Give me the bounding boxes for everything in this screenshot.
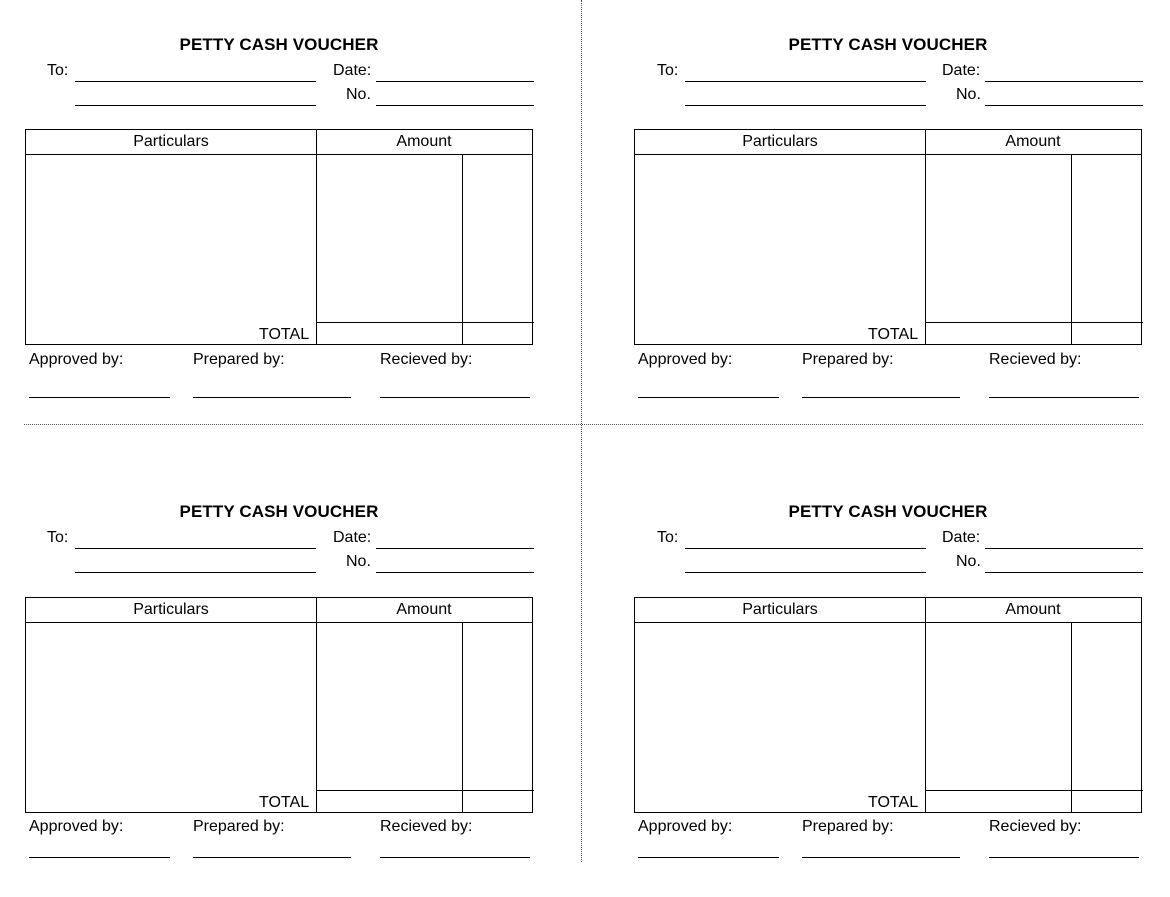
particulars-header: Particulars xyxy=(133,601,209,618)
received-by-label: Recieved by: xyxy=(989,818,1082,835)
particulars-table xyxy=(634,129,1142,345)
received-signature-line[interactable] xyxy=(380,397,530,398)
voucher-top-right xyxy=(634,0,1154,430)
table-column-divider xyxy=(316,598,317,812)
amount-header: Amount xyxy=(1005,133,1061,150)
table-header-divider xyxy=(635,154,1141,155)
amount-cents-divider xyxy=(462,622,463,812)
no-field-line[interactable] xyxy=(985,105,1143,106)
no-label: No. xyxy=(956,86,981,103)
no-label: No. xyxy=(956,553,981,570)
voucher-top-left xyxy=(25,0,545,430)
total-label: TOTAL xyxy=(259,326,310,343)
amount-cents-divider xyxy=(462,154,463,344)
to-field-line[interactable] xyxy=(75,548,316,549)
particulars-table xyxy=(634,597,1142,813)
date-label: Date: xyxy=(333,529,372,546)
prepared-by-label: Prepared by: xyxy=(802,818,894,835)
no-field-line[interactable] xyxy=(985,572,1143,573)
amount-cents-divider xyxy=(1071,622,1072,812)
approved-signature-line[interactable] xyxy=(29,857,170,858)
date-label: Date: xyxy=(942,62,981,79)
received-signature-line[interactable] xyxy=(989,397,1139,398)
total-row-divider xyxy=(316,790,534,791)
voucher-title: PETTY CASH VOUCHER xyxy=(788,35,988,54)
total-row-divider xyxy=(925,790,1143,791)
total-row-divider xyxy=(316,322,534,323)
particulars-table xyxy=(25,597,533,813)
voucher-title: PETTY CASH VOUCHER xyxy=(788,502,988,521)
amount-header: Amount xyxy=(1005,601,1061,618)
total-label: TOTAL xyxy=(868,794,919,811)
particulars-table xyxy=(25,129,533,345)
amount-header: Amount xyxy=(396,601,452,618)
to-label: To: xyxy=(657,62,679,79)
to-field-line-2[interactable] xyxy=(75,572,316,573)
table-header-divider xyxy=(635,622,1141,623)
particulars-header: Particulars xyxy=(742,133,818,150)
received-by-label: Recieved by: xyxy=(380,351,473,368)
received-signature-line[interactable] xyxy=(380,857,530,858)
to-field-line-2[interactable] xyxy=(75,105,316,106)
prepared-signature-line[interactable] xyxy=(193,397,351,398)
no-field-line[interactable] xyxy=(376,105,534,106)
date-field-line[interactable] xyxy=(376,548,534,549)
table-column-divider xyxy=(925,598,926,812)
to-field-line[interactable] xyxy=(685,81,926,82)
prepared-by-label: Prepared by: xyxy=(802,351,894,368)
date-field-line[interactable] xyxy=(985,81,1143,82)
particulars-header: Particulars xyxy=(742,601,818,618)
no-label: No. xyxy=(346,553,371,570)
table-column-divider xyxy=(925,130,926,344)
voucher-bottom-right xyxy=(634,467,1154,897)
approved-by-label: Approved by: xyxy=(638,351,733,368)
total-row-divider xyxy=(925,322,1143,323)
date-field-line[interactable] xyxy=(985,548,1143,549)
to-label: To: xyxy=(657,529,679,546)
prepared-by-label: Prepared by: xyxy=(193,818,285,835)
approved-by-label: Approved by: xyxy=(638,818,733,835)
approved-signature-line[interactable] xyxy=(638,857,779,858)
total-label: TOTAL xyxy=(868,326,919,343)
to-field-line-2[interactable] xyxy=(685,105,926,106)
date-label: Date: xyxy=(333,62,372,79)
voucher-title: PETTY CASH VOUCHER xyxy=(179,502,379,521)
total-label: TOTAL xyxy=(259,794,310,811)
cut-line-vertical xyxy=(581,0,582,862)
table-header-divider xyxy=(26,154,532,155)
to-field-line[interactable] xyxy=(685,548,926,549)
to-label: To: xyxy=(47,62,69,79)
prepared-signature-line[interactable] xyxy=(802,857,960,858)
date-label: Date: xyxy=(942,529,981,546)
particulars-header: Particulars xyxy=(133,133,209,150)
table-column-divider xyxy=(316,130,317,344)
approved-by-label: Approved by: xyxy=(29,351,124,368)
voucher-bottom-left xyxy=(25,467,545,897)
prepared-signature-line[interactable] xyxy=(802,397,960,398)
amount-cents-divider xyxy=(1071,154,1072,344)
amount-header: Amount xyxy=(396,133,452,150)
to-label: To: xyxy=(47,529,69,546)
date-field-line[interactable] xyxy=(376,81,534,82)
received-by-label: Recieved by: xyxy=(989,351,1082,368)
approved-by-label: Approved by: xyxy=(29,818,124,835)
prepared-signature-line[interactable] xyxy=(193,857,351,858)
to-field-line[interactable] xyxy=(75,81,316,82)
received-by-label: Recieved by: xyxy=(380,818,473,835)
prepared-by-label: Prepared by: xyxy=(193,351,285,368)
received-signature-line[interactable] xyxy=(989,857,1139,858)
to-field-line-2[interactable] xyxy=(685,572,926,573)
voucher-title: PETTY CASH VOUCHER xyxy=(179,35,379,54)
approved-signature-line[interactable] xyxy=(29,397,170,398)
table-header-divider xyxy=(26,622,532,623)
approved-signature-line[interactable] xyxy=(638,397,779,398)
no-field-line[interactable] xyxy=(376,572,534,573)
no-label: No. xyxy=(346,86,371,103)
